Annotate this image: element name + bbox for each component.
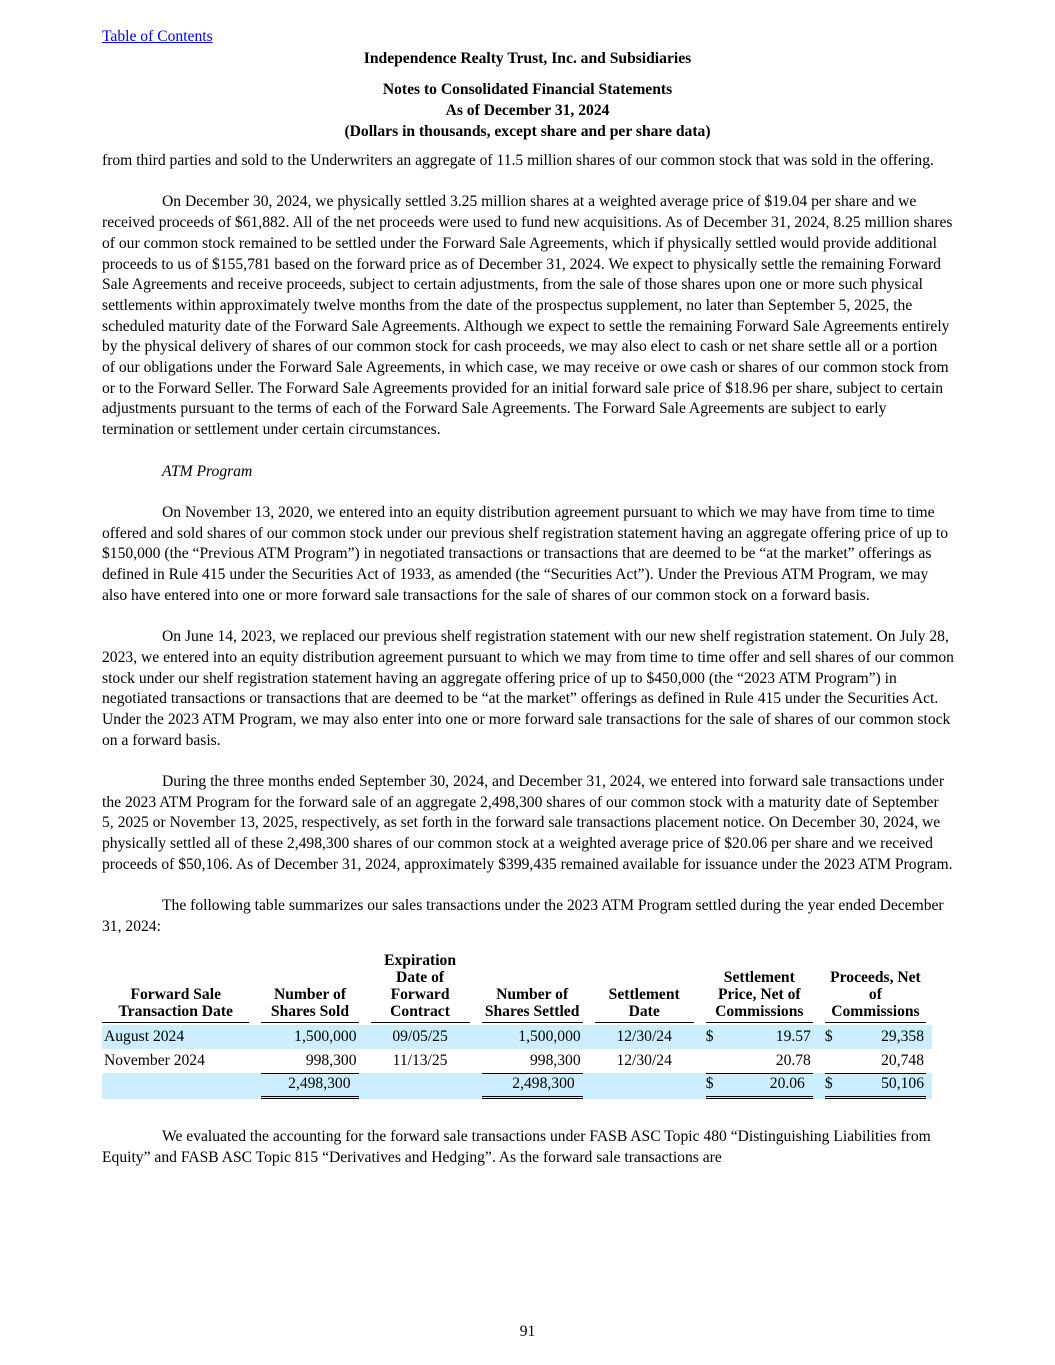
paragraph: During the three months ended September 30, 2024, and December 31, 2024, we entered into forward sale transactions under the 2023 ATM Program for the forward sale of an aggregate 2,498,300 shares of our common stock with a maturity date of September 5, 2025 or November 13, 2025, respectively, as set forth in the forward sale transactions placement notice. On December 30, 2024, we physically settled all of these 2,498,300 shares of our common stock at a weighted average price of $20.06 per share and we received proceeds of $50,106. As of December 31, 2024, approximately $399,435 remained available for issuance under the 2023 ATM Program. <box>102 773 953 873</box>
paragraph: We evaluated the accounting for the forward sale transactions under FASB ASC Topic 480 “Distinguishing Liabilities from Equity” and FASB ASC Topic 815 “Derivatives and Hedging”. As the forward sale transactions are <box>102 1128 931 1166</box>
currency-symbol: $ <box>705 1027 714 1045</box>
value: 29,358 <box>881 1027 924 1045</box>
statement-title: Notes to Consolidated Financial Statements <box>382 81 673 98</box>
column-header: Number of Shares Sold <box>261 986 358 1023</box>
shares-sold: 998,300 <box>305 1051 357 1069</box>
value: 50,106 <box>881 1075 924 1093</box>
shares-settled: 1,500,000 <box>476 1025 589 1049</box>
paragraph: On November 13, 2020, we entered into an equity distribution agreement pursuant to which we may have from time to time offered and sold shares of our common stock under our previous shelf registration statement having an aggregate offering price of up to $150,000 (the “Previous ATM Program”) in negotiated transactions or transactions that are deemed to be “at the market” offerings as defined in Rule 415 under the Securities Act of 1933, as amended (the “Securities Act”). Under the Previous ATM Program, we may also have entered into one or more forward sale transactions for the sale of shares of our common stock on a forward basis. <box>102 503 948 604</box>
page-number: 91 <box>519 1323 536 1340</box>
units-note: (Dollars in thousands, except share and per share data) <box>344 123 711 140</box>
paragraph: On June 14, 2023, we replaced our previous shelf registration statement with our new shelf registration statement. On July 28, 2023, we entered into an equity distribution agreement pursuant to which we may from time to time offer and sell shares of our common stock under our shelf registration statement having an aggregate offering price of up to $450,000 (the “2023 ATM Program”) in negotiated transactions or transactions that are deemed to be “at the market” offerings as defined in Rule 415 under the Securities Act. Under the 2023 ATM Program, we may also enter into one or more forward sale transactions for the sale of shares of our common stock on a forward basis. <box>102 628 954 749</box>
transaction-date: November 2024 <box>104 1051 205 1069</box>
column-header: Settlement Date <box>595 986 694 1023</box>
paragraph: from third parties and sold to the Underwriters an aggregate of 11.5 million shares of our common stock that was sold in the offering. <box>102 152 934 169</box>
value: 19.57 <box>775 1027 811 1045</box>
currency-symbol: $ <box>824 1075 833 1093</box>
paragraph: The following table summarizes our sales transactions under the 2023 ATM Program settled during the year ended December 31, 2024: <box>102 897 944 935</box>
shares-sold: 1,500,000 <box>255 1025 364 1049</box>
settlement-date: 12/30/24 <box>616 1051 672 1069</box>
currency-symbol: $ <box>705 1075 714 1093</box>
settlement-price <box>700 1049 819 1073</box>
section-heading: ATM Program <box>162 462 253 480</box>
transaction-date: August 2024 <box>102 1025 255 1049</box>
total-row <box>102 1073 932 1099</box>
proceeds <box>819 1025 932 1049</box>
table-of-contents-link[interactable]: Table of Contents <box>102 28 213 45</box>
column-header: Proceeds, Net of Commissions <box>825 969 926 1023</box>
table-row <box>102 1025 932 1049</box>
table-header-row <box>102 952 932 1025</box>
forward-sale-table <box>102 952 932 1099</box>
value: 20.06 <box>769 1075 805 1093</box>
proceeds <box>819 1049 932 1073</box>
document-body <box>102 151 954 1189</box>
expiration-date: 11/13/25 <box>392 1051 448 1069</box>
column-header: Expiration Date of Forward Contract <box>371 952 470 1023</box>
total-settlement-price <box>700 1073 819 1099</box>
column-header: Settlement Price, Net of Commissions <box>706 969 813 1023</box>
table-row <box>102 1049 932 1073</box>
total-shares-settled: 2,498,300 <box>482 1073 583 1099</box>
shares-settled: 998,300 <box>529 1051 581 1069</box>
settlement-date: 12/30/24 <box>589 1025 700 1049</box>
expiration-date: 09/05/25 <box>365 1025 476 1049</box>
paragraph: On December 30, 2024, we physically settled 3.25 million shares at a weighted average price of $19.04 per share and we received proceeds of $61,882. All of the net proceeds were used to fund new acquisitions. As of December 31, 2024, 8.25 million shares of our common stock remained to be settled under the Forward Sale Agreements, which if physically settled would provide additional proceeds to us of $155,781 based on the forward price as of December 31, 2024. We expect to physically settle the remaining Forward Sale Agreements and receive proceeds, subject to certain adjustments, from the sale of those shares upon one or more such physical settlements within approximately twelve months from the date of the prospectus supplement, no later than September 5, 2025, the scheduled maturity date of the Forward Sale Agreements. Although we expect to settle the remaining Forward Sale Agreements entirely by the physical delivery of shares of our common stock for cash proceeds, we may also elect to cash or net share settle all or a portion of our obligations under the Forward Sale Agreements, in which case, we may receive or owe cash or shares of our common stock from or to the Forward Seller. The Forward Sale Agreements provided for an initial forward sale price of $18.96 per share, subject to certain adjustments pursuant to the terms of each of the Forward Sale Agreements. The Forward Sale Agreements are subject to early termination or settlement under certain circumstances. <box>102 193 953 439</box>
value: 20.78 <box>775 1051 811 1069</box>
column-header: Forward Sale Transaction Date <box>102 986 249 1023</box>
currency-symbol: $ <box>824 1027 833 1045</box>
value: 20,748 <box>881 1051 924 1069</box>
statement-date: As of December 31, 2024 <box>445 102 610 119</box>
column-header: Number of Shares Settled <box>482 986 583 1023</box>
company-name: Independence Realty Trust, Inc. and Subsidiaries <box>363 50 692 67</box>
total-proceeds <box>819 1073 932 1099</box>
settlement-price <box>700 1025 819 1049</box>
total-shares-sold: 2,498,300 <box>261 1073 358 1099</box>
